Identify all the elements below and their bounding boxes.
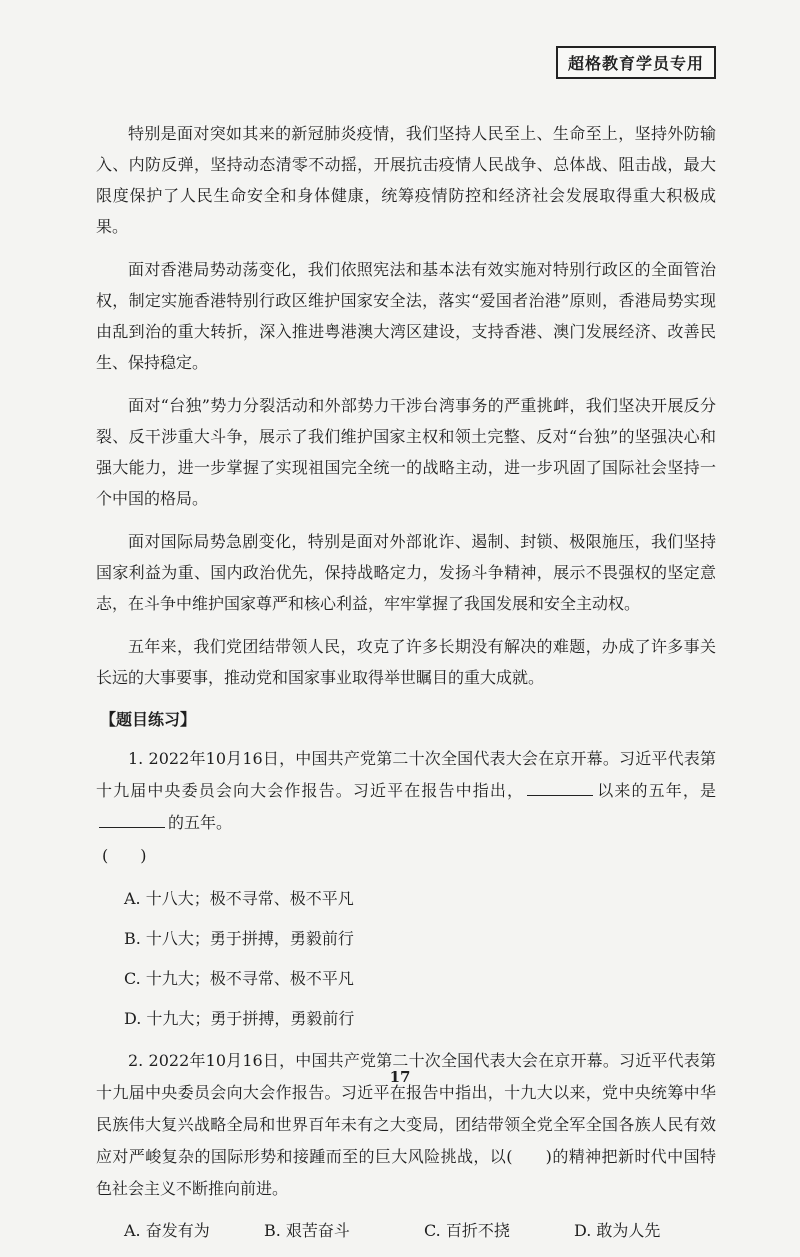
paragraph-five-years: 五年来，我们党团结带领人民，攻克了许多长期没有解决的难题，办成了许多事关长远的大事要事，推动党和国家事业取得举世瞩目的重大成就。 — [96, 637, 716, 687]
option-c[interactable]: C. 百折不挠 — [424, 1221, 510, 1240]
question-1 — [96, 743, 716, 1039]
option-d[interactable]: D. 十九大；勇于拼搏，勇毅前行 — [124, 1009, 355, 1028]
answer-blank-2[interactable] — [99, 809, 165, 828]
option-b[interactable]: B. 艰苦奋斗 — [264, 1221, 350, 1240]
answer-blank-1[interactable] — [527, 777, 593, 796]
answer-paren[interactable]: ( ) — [102, 846, 147, 865]
page-number: 17 — [389, 1068, 411, 1086]
paragraph-pandemic: 特别是面对突如其来的新冠肺炎疫情，我们坚持人民至上、生命至上，坚持外防输入、内防反弹，坚持动态清零不动摇，开展抗击疫情人民战争、总体战、阻击战，最大限度保护了人民生命安全和身体健康，统筹疫情防控和经济社会发展取得重大积极成果。 — [96, 124, 716, 236]
option-a[interactable]: A. 奋发有为 — [124, 1221, 210, 1240]
paragraph-taiwan: 面对“台独”势力分裂活动和外部势力干涉台湾事务的严重挑衅，我们坚决开展反分裂、反干涉重大斗争，展示了我们维护国家主权和领土完整、反对“台独”的坚强决心和强大能力，进一步掌握了实现祖国完全统一的战略主动，进一步巩固了国际社会坚持一个中国的格局。 — [96, 396, 716, 508]
option-d[interactable]: D. 敢为人先 — [574, 1221, 661, 1240]
document-body — [96, 118, 716, 1257]
header-label: 超格教育学员专用 — [556, 46, 716, 79]
option-b[interactable]: B. 十八大；勇于拼搏，勇毅前行 — [124, 929, 354, 948]
question-1-stem-part-b: 以来的五年，是 — [596, 781, 716, 800]
paragraph-hongkong: 面对香港局势动荡变化，我们依照宪法和基本法有效实施对特别行政区的全面管治权，制定实施香港特别行政区维护国家安全法，落实“爱国者治港”原则，香港局势实现由乱到治的重大转折，深入推进粤港澳大湾区建设，支持香港、澳门发展经济、改善民生、保持稳定。 — [96, 260, 716, 372]
option-a[interactable]: A. 十八大；极不寻常、极不平凡 — [124, 889, 354, 908]
question-1-stem-part-c: 的五年。 — [168, 813, 233, 832]
question-1-stem — [96, 743, 716, 839]
question-1-stem-part-a: 1. 2022年10月16日，中国共产党第二十次全国代表大会在京开幕。习近平代表第十九届中央委员会向大会作报告。习近平在报告中指出， — [96, 749, 716, 800]
option-c[interactable]: C. 十九大；极不寻常、极不平凡 — [124, 969, 354, 988]
question-1-options — [124, 879, 716, 1039]
question-2-stem: 2. 2022年10月16日，中国共产党第二十次全国代表大会在京开幕。习近平代表第十九届中央委员会向大会作报告。习近平在报告中指出，十九大以来，党中央统筹中华民族伟大复兴战略全局和世界百年未有之大变局，团结带领全党全军全国各族人民有效应对严峻复杂的国际形势和接踵而至的巨大风险挑战，以( )的精神把新时代中国特色社会主义不断推向前进。 — [96, 1051, 716, 1198]
paragraph-international: 面对国际局势急剧变化，特别是面对外部讹诈、遏制、封锁、极限施压，我们坚持国家利益为重、国内政治优先，保持战略定力，发扬斗争精神，展示不畏强权的坚定意志，在斗争中维护国家尊严和核心利益，牢牢掌握了我国发展和安全主动权。 — [96, 532, 716, 613]
question-2-options — [124, 1211, 716, 1251]
section-title: 【题目练习】 — [100, 710, 197, 729]
